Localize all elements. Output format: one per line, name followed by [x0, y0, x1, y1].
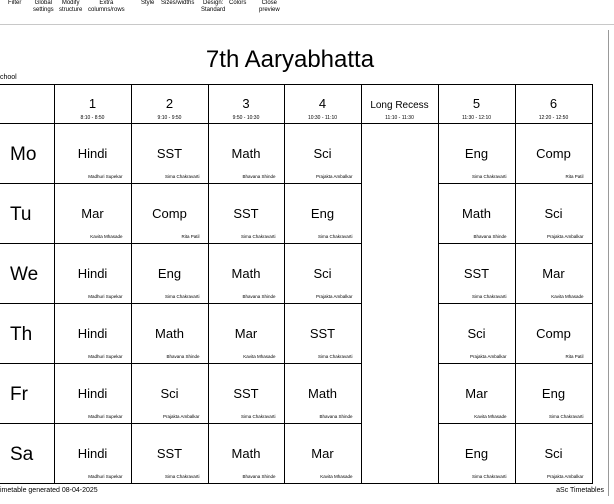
period-name: Long Recess	[370, 100, 429, 111]
lesson-subject: Hindi	[77, 266, 108, 281]
extra-columns-label-line2: columns/rows	[88, 7, 125, 13]
lesson-subject: Hindi	[77, 326, 108, 341]
extra-columns-label-line1: Extra	[99, 0, 114, 6]
toolbar-divider	[0, 24, 614, 25]
lesson-teacher: Prajakta Ambalkar	[469, 354, 507, 359]
lesson-subject: Sci	[467, 326, 486, 341]
day-header	[0, 244, 54, 304]
lesson-cell[interactable]	[54, 184, 131, 244]
lesson-teacher: Sima Chakravarti	[240, 234, 276, 239]
lesson-teacher: Sima Chakravarti	[164, 294, 200, 299]
lesson-subject: Sci	[160, 386, 179, 401]
period-time: 11:10 - 11:30	[385, 115, 414, 121]
lesson-cell[interactable]	[131, 304, 208, 364]
lesson-teacher: Rita Patil	[565, 174, 584, 179]
lesson-teacher: Sima Chakravarti	[471, 474, 507, 479]
period-header	[438, 85, 515, 124]
lesson-teacher: Sima Chakravarti	[548, 414, 584, 419]
lesson-cell[interactable]	[284, 184, 361, 244]
period-header	[284, 85, 361, 124]
filter-button[interactable]	[8, 0, 21, 7]
school-label: chool	[0, 74, 17, 81]
lesson-teacher: Kavita Mhasade	[243, 354, 276, 359]
lesson-subject: Hindi	[77, 146, 108, 161]
lesson-subject: Eng	[464, 446, 489, 461]
lesson-subject: Mar	[465, 386, 488, 401]
extra-columns-rows-button[interactable]	[88, 0, 125, 14]
lesson-subject: Comp	[536, 146, 571, 161]
lesson-teacher: Bhavana Shinde	[319, 414, 353, 419]
lesson-teacher: Sima Chakravarti	[164, 174, 200, 179]
print-preview-toolbar	[0, 0, 614, 22]
lesson-subject: Sci	[544, 206, 563, 221]
period-header	[131, 85, 208, 124]
lesson-teacher: Prajakta Ambalkar	[546, 474, 584, 479]
period-name: 1	[88, 96, 97, 111]
lesson-cell[interactable]	[284, 424, 361, 484]
lesson-subject: Mar	[234, 326, 258, 341]
sizes-widths-label: Sizes/widths	[161, 0, 195, 6]
lesson-subject: Math	[308, 386, 337, 401]
lesson-subject: SST	[463, 266, 490, 281]
day-row	[0, 184, 592, 244]
lesson-cell[interactable]	[438, 304, 515, 364]
lesson-teacher: Prajakta Ambalkar	[546, 234, 584, 239]
lesson-teacher: Bhavana Shinde	[242, 294, 276, 299]
lesson-cell[interactable]	[284, 304, 361, 364]
day-header	[0, 184, 54, 244]
lesson-cell[interactable]	[438, 124, 515, 184]
lesson-teacher: Kavita Mhasade	[320, 474, 353, 479]
period-time: 10:30 - 11:10	[307, 115, 338, 121]
lesson-subject: Eng	[464, 146, 489, 161]
global-settings-label-line2: settings	[33, 7, 54, 13]
lesson-cell[interactable]	[438, 424, 515, 484]
period-name: 4	[318, 96, 327, 111]
day-name: Fr	[10, 384, 28, 405]
lesson-teacher: Prajakta Ambalkar	[315, 294, 353, 299]
modify-structure-button[interactable]	[59, 0, 82, 14]
modify-structure-label-line1: Modify	[61, 0, 80, 6]
day-row	[0, 124, 592, 184]
day-header	[0, 304, 54, 364]
footer-brand: aSc Timetables	[556, 487, 604, 494]
lesson-teacher: Madhuri Supekar	[88, 294, 123, 299]
lesson-cell[interactable]	[54, 304, 131, 364]
lesson-cell[interactable]	[131, 424, 208, 484]
design-label-line1: Design:	[203, 0, 224, 6]
day-name: Sa	[10, 444, 34, 465]
lesson-subject: Sci	[313, 146, 332, 161]
day-name: We	[10, 264, 39, 285]
lesson-teacher: Sima Chakravarti	[317, 234, 353, 239]
lesson-cell[interactable]	[131, 184, 208, 244]
lesson-cell[interactable]	[284, 124, 361, 184]
lesson-subject: Sci	[544, 446, 563, 461]
lesson-subject: Comp	[536, 326, 571, 341]
lesson-teacher: Madhuri Supekar	[88, 414, 123, 419]
modify-structure-label-line2: structure	[59, 7, 83, 13]
day-header	[0, 364, 54, 424]
lesson-subject: SST	[233, 206, 259, 221]
lesson-cell[interactable]	[131, 364, 208, 424]
lesson-subject: Hindi	[77, 446, 108, 461]
day-row	[0, 424, 592, 484]
lesson-subject: Eng	[157, 266, 182, 281]
period-time: 11:30 - 12:10	[461, 115, 492, 121]
lesson-subject: Sci	[313, 266, 332, 281]
lesson-cell[interactable]	[131, 124, 208, 184]
lesson-cell[interactable]	[515, 184, 592, 244]
lesson-cell[interactable]	[54, 364, 131, 424]
lesson-teacher: Prajakta Ambalkar	[162, 414, 200, 419]
lesson-cell[interactable]	[515, 244, 592, 304]
lesson-teacher: Kavita Mhasade	[551, 294, 584, 299]
timetable-grid	[0, 84, 593, 484]
lesson-cell[interactable]	[284, 244, 361, 304]
grid-corner	[0, 85, 54, 124]
lesson-cell[interactable]	[438, 244, 515, 304]
period-name: 6	[549, 96, 558, 111]
lesson-teacher: Sima Chakravarti	[471, 294, 507, 299]
lesson-subject: Math	[231, 146, 261, 161]
day-row	[0, 244, 592, 304]
lesson-teacher: Kavita Mhasade	[474, 414, 507, 419]
lesson-subject: Eng	[310, 206, 335, 221]
lesson-subject: Math	[231, 446, 261, 461]
lesson-subject: Eng	[541, 386, 566, 401]
lesson-subject: Mar	[542, 266, 565, 281]
lesson-cell[interactable]	[54, 124, 131, 184]
lesson-cell[interactable]	[208, 364, 284, 424]
period-header-row	[0, 85, 592, 124]
lesson-cell[interactable]	[208, 124, 284, 184]
lesson-teacher: Sima Chakravarti	[471, 174, 507, 179]
period-time: 12:20 - 12:50	[538, 115, 569, 121]
lesson-teacher: Prajakta Ambalkar	[315, 174, 353, 179]
day-row	[0, 304, 592, 364]
lesson-subject: Math	[231, 266, 261, 281]
lesson-cell[interactable]	[54, 244, 131, 304]
day-name: Th	[10, 324, 33, 345]
lesson-teacher: Bhavana Shinde	[166, 354, 200, 359]
period-time: 8:10 - 8:50	[80, 115, 105, 121]
lesson-teacher: Rita Patil	[181, 234, 200, 239]
lesson-subject: Mar	[311, 446, 334, 461]
lesson-teacher: Madhuri Supekar	[88, 354, 123, 359]
period-time: 9:10 - 9:50	[157, 115, 182, 121]
lesson-teacher: Sima Chakravarti	[240, 414, 276, 419]
lesson-subject: Comp	[152, 206, 187, 221]
lesson-cell[interactable]	[208, 304, 284, 364]
lesson-subject: SST	[233, 386, 259, 401]
day-row	[0, 364, 592, 424]
sizes-widths-button[interactable]	[161, 0, 194, 7]
lesson-cell[interactable]	[54, 424, 131, 484]
lesson-subject: SST	[156, 146, 183, 161]
style-button[interactable]	[141, 0, 154, 7]
lesson-teacher: Bhavana Shinde	[242, 174, 276, 179]
generated-date: imetable generated 08-04-2025	[0, 487, 98, 494]
lesson-cell[interactable]	[515, 124, 592, 184]
day-header	[0, 124, 54, 184]
global-settings-button[interactable]	[33, 0, 54, 14]
colors-button[interactable]	[229, 0, 246, 7]
period-name: 3	[242, 96, 250, 111]
period-name: 2	[165, 96, 174, 111]
lesson-cell[interactable]	[515, 304, 592, 364]
lesson-cell[interactable]	[438, 184, 515, 244]
filter-label: Filter	[8, 0, 22, 6]
lesson-cell[interactable]	[131, 244, 208, 304]
global-settings-label-line1: Global	[34, 0, 53, 6]
lesson-teacher: Bhavana Shinde	[242, 474, 276, 479]
lesson-teacher: Madhuri Supekar	[88, 474, 123, 479]
lesson-subject: SST	[156, 446, 183, 461]
lesson-subject: Mar	[81, 206, 104, 221]
lesson-cell[interactable]	[284, 364, 361, 424]
lesson-cell[interactable]	[208, 424, 284, 484]
lesson-teacher: Sima Chakravarti	[317, 354, 353, 359]
lesson-subject: Math	[155, 326, 184, 341]
colors-label: Colors	[229, 0, 247, 6]
lesson-teacher: Sima Chakravarti	[164, 474, 200, 479]
period-name: 5	[472, 96, 481, 111]
design-button[interactable]	[201, 0, 225, 14]
day-header	[0, 424, 54, 484]
period-header	[361, 85, 438, 124]
lesson-cell[interactable]	[438, 364, 515, 424]
lesson-cell[interactable]	[208, 244, 284, 304]
close-preview-label-line2: preview	[259, 7, 280, 13]
lesson-cell[interactable]	[515, 424, 592, 484]
lesson-cell[interactable]	[515, 364, 592, 424]
close-preview-label-line1: Close	[261, 0, 278, 6]
page-right-edge	[608, 30, 609, 496]
day-name: Mo	[10, 144, 37, 165]
lesson-subject: SST	[309, 326, 336, 341]
long-recess-cell	[361, 124, 438, 484]
period-header	[515, 85, 592, 124]
day-name: Tu	[10, 204, 32, 225]
lesson-teacher: Madhuri Supekar	[88, 174, 123, 179]
design-label-line2: Standard	[201, 7, 226, 13]
close-preview-button[interactable]	[259, 0, 280, 14]
period-header	[208, 85, 284, 124]
lesson-teacher: Rita Patil	[565, 354, 584, 359]
lesson-teacher: Bhavana Shinde	[473, 234, 507, 239]
lesson-cell[interactable]	[208, 184, 284, 244]
period-header	[54, 85, 131, 124]
lesson-teacher: Kavita Mhasade	[90, 234, 123, 239]
style-label: Style	[141, 0, 155, 6]
lesson-subject: Math	[462, 206, 491, 221]
timetable-title: 7th Aaryabhatta	[205, 46, 375, 73]
period-time: 9:50 - 10:30	[232, 115, 260, 121]
lesson-subject: Hindi	[77, 386, 108, 401]
